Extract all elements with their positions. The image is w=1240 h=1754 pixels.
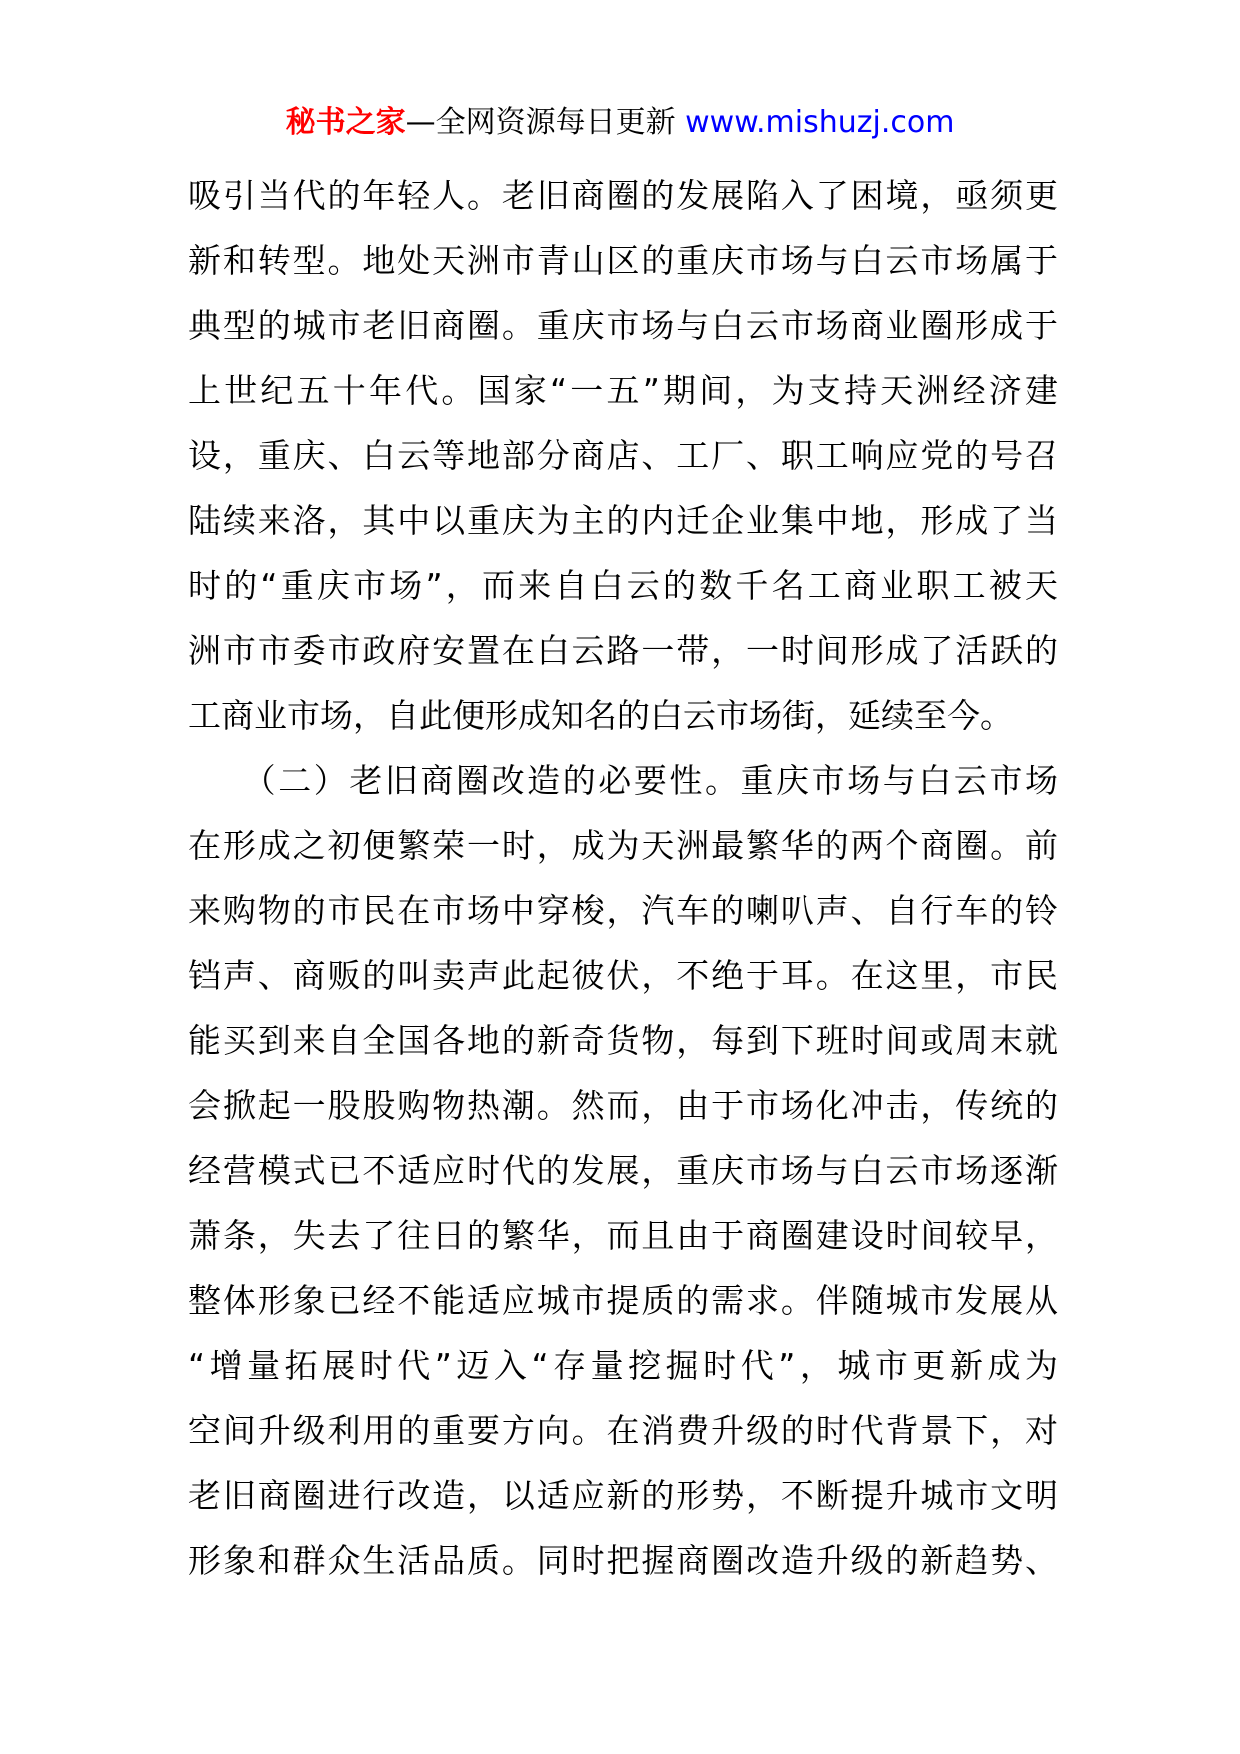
text-line: 洲市市委市政府安置在白云路一带，一时间形成了活跃的	[188, 631, 1058, 670]
text-line: 萧条，失去了往日的繁华，而且由于商圈建设时间较早，	[188, 1216, 1058, 1255]
text-line: 能买到来自全国各地的新奇货物，每到下班时间或周末就	[188, 1021, 1058, 1060]
header-brand: 秘书之家	[285, 105, 406, 140]
text-line: 陆续来洛，其中以重庆为主的内迁企业集中地，形成了当	[188, 501, 1058, 540]
text-line: 设，重庆、白云等地部分商店、工厂、职工响应党的号召	[188, 436, 1058, 475]
text-line: 吸引当代的年轻人。老旧商圈的发展陷入了困境，亟须更	[188, 176, 1058, 215]
text-line: 时的“重庆市场”，而来自白云的数千名工商业职工被天	[188, 566, 1058, 605]
text-line: 在形成之初便繁荣一时，成为天洲最繁华的两个商圈。前	[188, 826, 1058, 865]
header-slogan: —全网资源每日更新	[405, 105, 676, 140]
text-line: “增量拓展时代”迈入“存量挖掘时代”，城市更新成为	[188, 1346, 1058, 1385]
page-header	[0, 101, 1240, 145]
body-text	[188, 163, 1058, 1593]
text-line: 形象和群众生活品质。同时把握商圈改造升级的新趋势、	[188, 1541, 1058, 1580]
text-line: 经营模式已不适应时代的发展，重庆市场与白云市场逐渐	[188, 1151, 1058, 1190]
text-line: 上世纪五十年代。国家“一五”期间，为支持天洲经济建	[188, 371, 1058, 410]
header-url-link[interactable]: www.mishuzj.com	[685, 105, 955, 140]
text-line: 老旧商圈进行改造，以适应新的形势，不断提升城市文明	[188, 1476, 1058, 1515]
text-line: 会掀起一股股购物热潮。然而，由于市场化冲击，传统的	[188, 1086, 1058, 1125]
text-line: 空间升级利用的重要方向。在消费升级的时代背景下，对	[188, 1411, 1058, 1450]
text-line: 整体形象已经不能适应城市提质的需求。伴随城市发展从	[188, 1281, 1058, 1320]
text-line: （二）老旧商圈改造的必要性。重庆市场与白云市场	[188, 761, 1058, 800]
text-line: 来购物的市民在市场中穿梭，汽车的喇叭声、自行车的铃	[188, 891, 1058, 930]
text-line: 新和转型。地处天洲市青山区的重庆市场与白云市场属于	[188, 241, 1058, 280]
text-line: 铛声、商贩的叫卖声此起彼伏，不绝于耳。在这里，市民	[188, 956, 1058, 995]
text-line: 典型的城市老旧商圈。重庆市场与白云市场商业圈形成于	[188, 306, 1058, 345]
text-line: 工商业市场，自此便形成知名的白云市场街，延续至今。	[188, 696, 1013, 735]
